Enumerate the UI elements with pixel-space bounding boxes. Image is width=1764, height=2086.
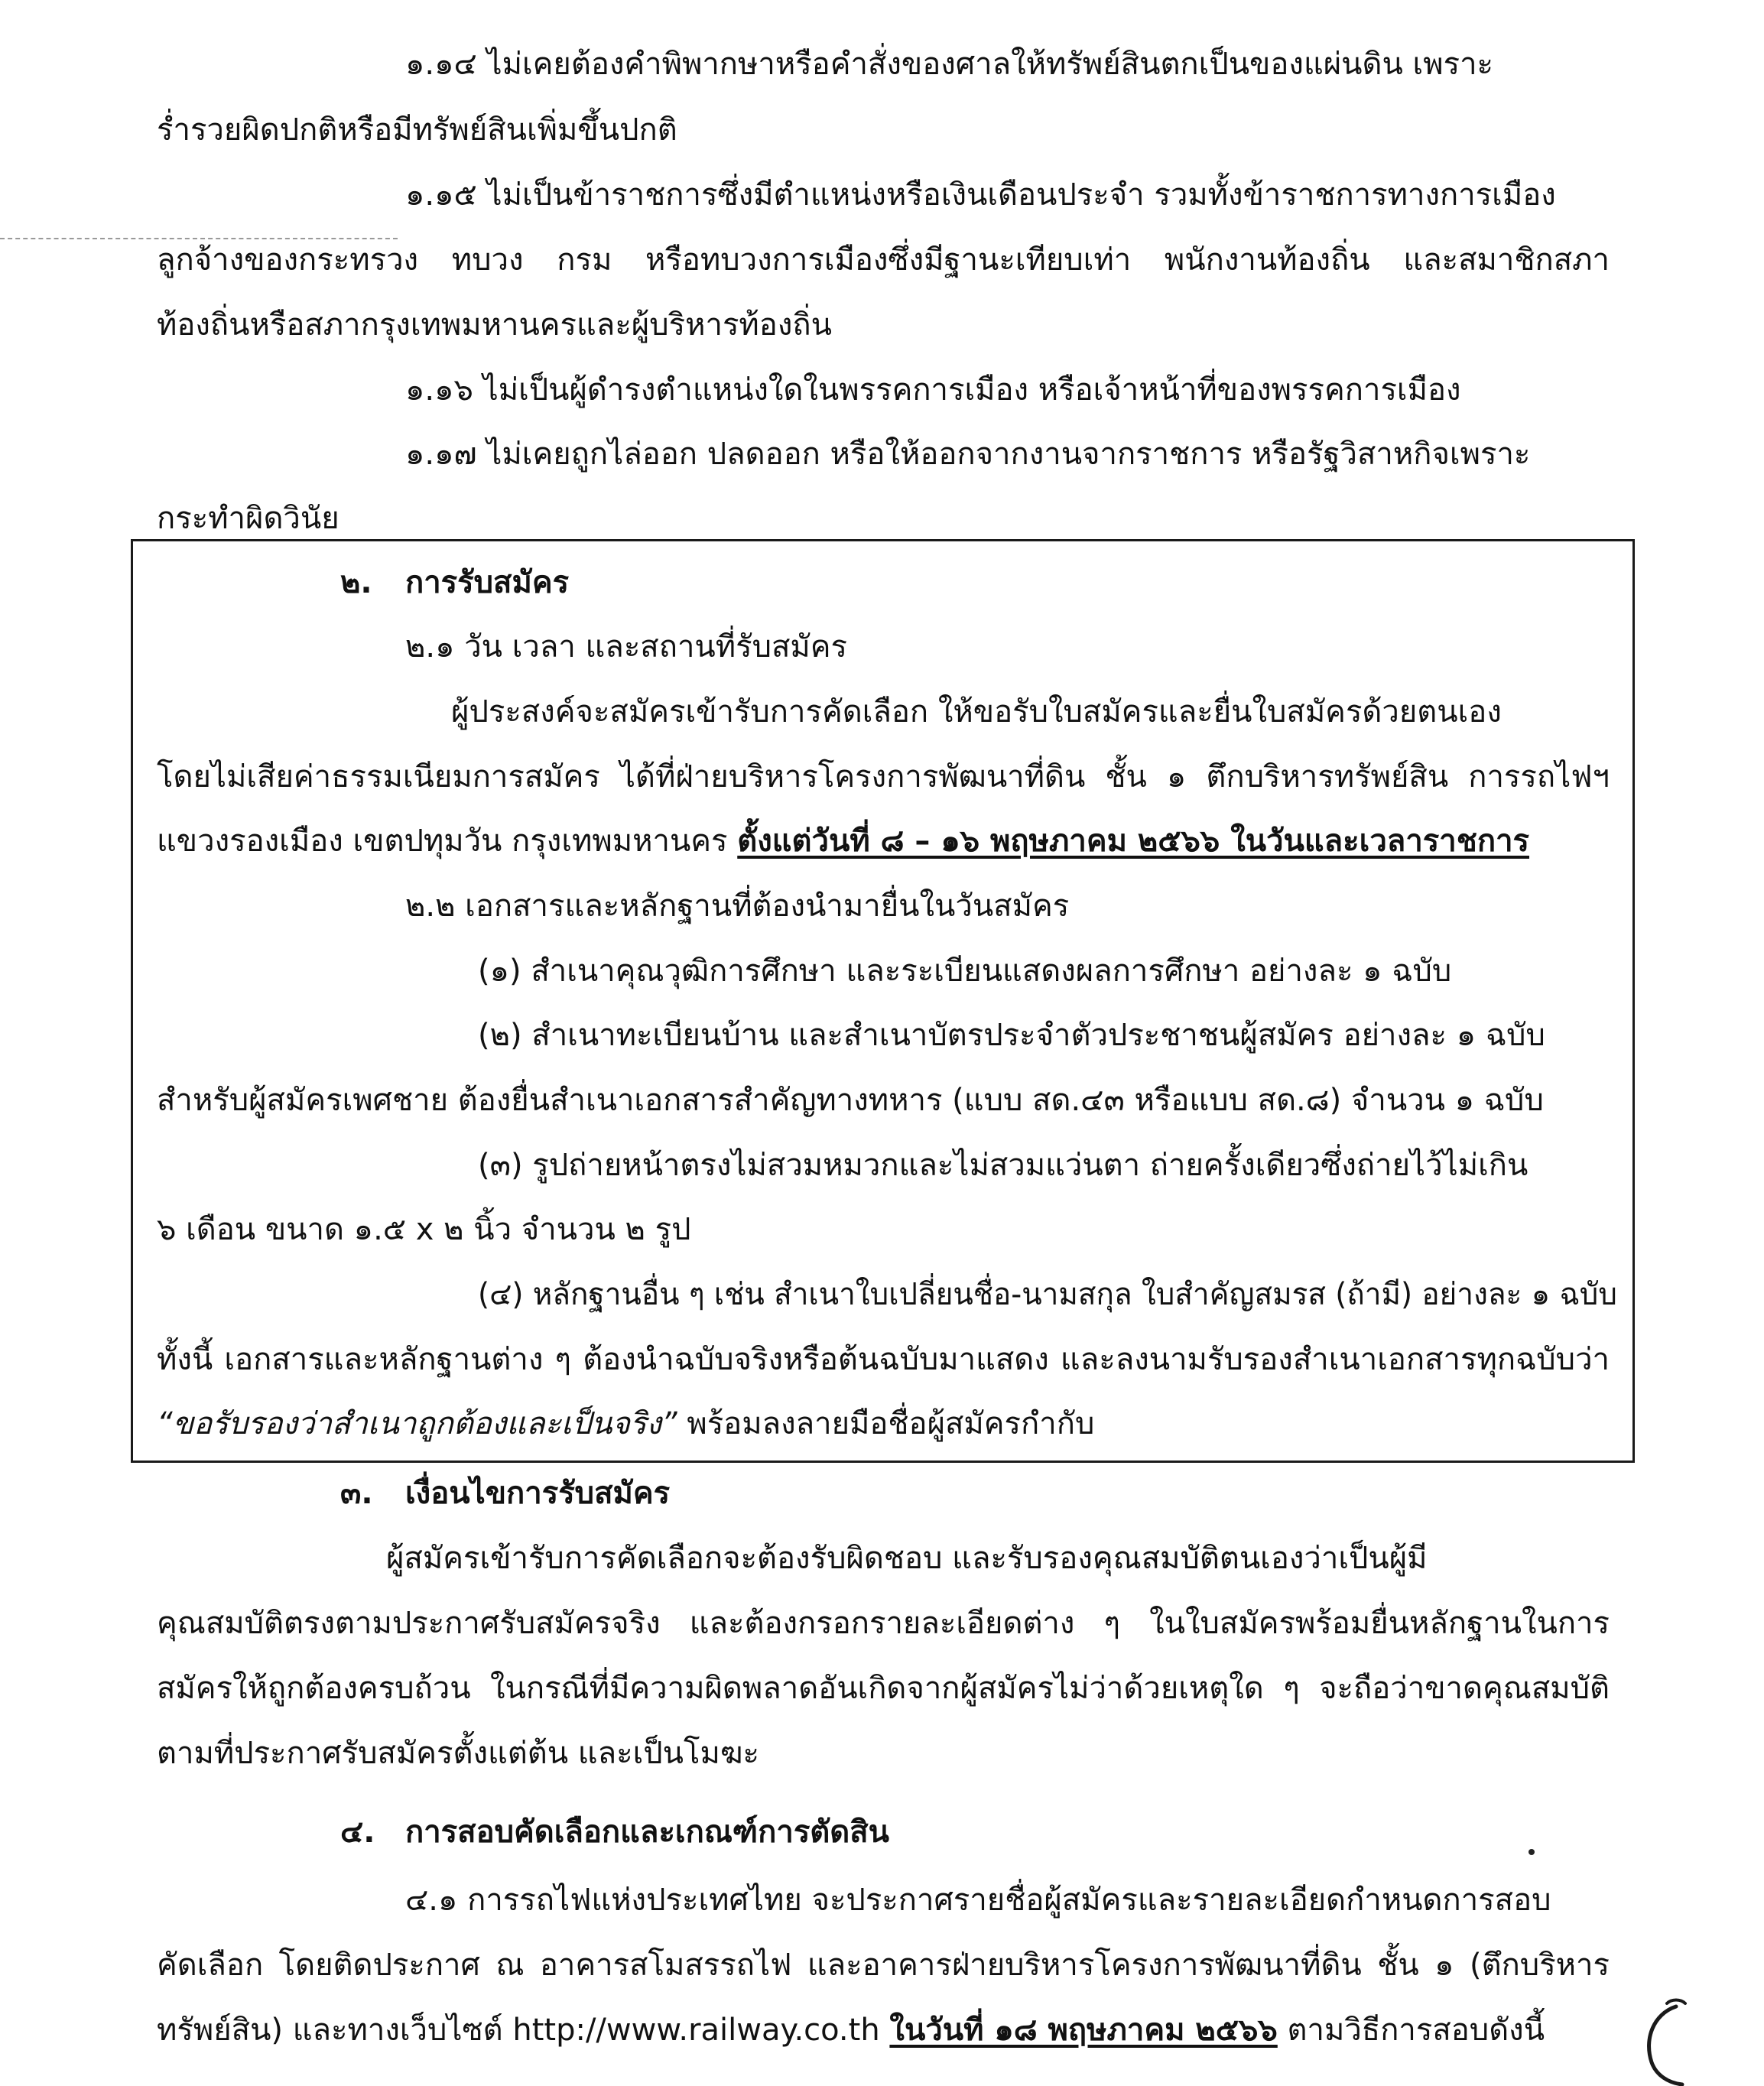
certification-phrase: “ขอรับรองว่าสำเนาถูกต้องและเป็นจริง” — [157, 1406, 677, 1441]
section-2-1-heading: ๒.๑ วัน เวลา และสถานที่รับสมัคร — [405, 629, 848, 664]
document-2-line-2: สำหรับผู้สมัครเพศชาย ต้องยื่นสำเนาเอกสารสำคัญทางทหาร (แบบ สด.๔๓ หรือแบบ สด.๘) จำนวน ๑ ฉบับ — [157, 1083, 1544, 1118]
section-2-number: ๒. — [340, 565, 372, 600]
section-4-1-line-3 — [157, 2009, 1545, 2052]
exam-method-lead-in: ตามวิธีการสอบดังนี้ — [1277, 2013, 1545, 2048]
section-2-1-line-3 — [157, 820, 1529, 863]
section-2-box — [131, 539, 1635, 1463]
section-2-1-line-1: ผู้ประสงค์จะสมัครเข้ารับการคัดเลือก ให้ขอรับใบสมัครและยื่นใบสมัครด้วยตนเอง — [451, 694, 1502, 729]
section-3-line-1: ผู้สมัครเข้ารับการคัดเลือกจะต้องรับผิดชอบ และรับรองคุณสมบัติตนเองว่าเป็นผู้มี — [386, 1541, 1428, 1576]
section-3-title: เงื่อนไขการรับสมัคร — [405, 1476, 671, 1511]
document-3-line-2: ๖ เดือน ขนาด ๑.๕ x ๒ นิ้ว จำนวน ๒ รูป — [157, 1212, 691, 1247]
application-period: ตั้งแต่วันที่ ๘ – ๑๖ พฤษภาคม ๒๕๖๖ ในวันและเวลาราชการ — [737, 824, 1530, 859]
document-4-line-1: (๔) หลักฐานอื่น ๆ เช่น สำเนาใบเปลี่ยนชื่อ-นามสกุล ใบสำคัญสมรส (ถ้ามี) อย่างละ ๑ ฉบับ — [478, 1277, 1617, 1312]
section-2-2-heading: ๒.๒ เอกสารและหลักฐานที่ต้องนำมายื่นในวันสมัคร — [405, 889, 1070, 924]
section-2-1-line-2: โดยไม่เสียค่าธรรมเนียมการสมัคร ได้ที่ฝ่ายบริหารโครงการพัฒนาที่ดิน ชั้น ๑ ตึกบริหารทรัพย์สิน การรถไฟฯ — [157, 759, 1610, 794]
item-1-15-line-1: ๑.๑๕ ไม่เป็นข้าราชการซึ่งมีตำแหน่งหรือเงินเดือนประจำ รวมทั้งข้าราชการทางการเมือง — [405, 177, 1556, 213]
section-2-1-location: แขวงรองเมือง เขตปทุมวัน กรุงเทพมหานคร — [157, 824, 738, 859]
item-1-16-line-1: ๑.๑๖ ไม่เป็นผู้ดำรงตำแหน่งใดในพรรคการเมือง หรือเจ้าหน้าที่ของพรรคการเมือง — [405, 372, 1461, 408]
documents-note-line-2 — [157, 1402, 1094, 1445]
website-reference: ทรัพย์สิน) และทางเว็บไซต์ http://www.railway.co.th — [157, 2013, 890, 2048]
item-1-14-line-1: ๑.๑๔ ไม่เคยต้องคำพิพากษาหรือคำสั่งของศาลให้ทรัพย์สินตกเป็นของแผ่นดิน เพราะ — [405, 47, 1494, 82]
section-3-line-4: ตามที่ประกาศรับสมัครตั้งแต่ต้น และเป็นโมฆะ — [157, 1736, 760, 1771]
section-2-title: การรับสมัคร — [405, 565, 570, 600]
item-1-17-line-2: กระทำผิดวินัย — [157, 501, 339, 536]
section-3-number: ๓. — [340, 1476, 373, 1511]
ink-dot-mark — [1528, 1849, 1535, 1855]
item-1-14-line-2: ร่ำรวยผิดปกติหรือมีทรัพย์สินเพิ่มขึ้นปกติ — [157, 112, 677, 148]
section-3-line-3: สมัครให้ถูกต้องครบถ้วน ในกรณีที่มีความผิดพลาดอันเกิดจากผู้สมัครไม่ว่าด้วยเหตุใด ๆ จะถือว่าขาดคุณสมบัติ — [157, 1671, 1610, 1706]
section-4-number: ๔. — [340, 1815, 375, 1850]
item-1-17-line-1: ๑.๑๗ ไม่เคยถูกไล่ออก ปลดออก หรือให้ออกจากงานจากราชการ หรือรัฐวิสาหกิจเพราะ — [405, 437, 1531, 472]
section-4-1-line-1: ๔.๑ การรถไฟแห่งประเทศไทย จะประกาศรายชื่อผู้สมัครและรายละเอียดกำหนดการสอบ — [405, 1883, 1551, 1918]
section-4-title: การสอบคัดเลือกและเกณฑ์การตัดสิน — [405, 1815, 890, 1850]
document-2-line-1: (๒) สำเนาทะเบียนบ้าน และสำเนาบัตรประจำตัวประชาชนผู้สมัคร อย่างละ ๑ ฉบับ — [478, 1018, 1545, 1053]
item-1-15-line-3: ท้องถิ่นหรือสภากรุงเทพมหานครและผู้บริหารท้องถิ่น — [157, 307, 832, 343]
section-4-1-line-2: คัดเลือก โดยติดประกาศ ณ อาคารสโมสรรถไฟ และอาคารฝ่ายบริหารโครงการพัฒนาที่ดิน ชั้น ๑ (ตึกบริหาร — [157, 1948, 1610, 1983]
signature-instruction: พร้อมลงลายมือชื่อผู้สมัครกำกับ — [677, 1406, 1095, 1441]
documents-note-line-1: ทั้งนี้ เอกสารและหลักฐานต่าง ๆ ต้องนำฉบับจริงหรือต้นฉบับมาแสดง และลงนามรับรองสำเนาเอกสารทุกฉบับว่า — [157, 1342, 1610, 1377]
document-3-line-1: (๓) รูปถ่ายหน้าตรงไม่สวมหมวกและไม่สวมแว่นตา ถ่ายครั้งเดียวซึ่งถ่ายไว้ไม่เกิน — [478, 1148, 1528, 1183]
announcement-date: ในวันที่ ๑๘ พฤษภาคม ๒๕๖๖ — [889, 2013, 1278, 2048]
section-3-line-2: คุณสมบัติตรงตามประกาศรับสมัครจริง และต้องกรอกรายละเอียดต่าง ๆ ในใบสมัครพร้อมยื่นหลักฐานในการ — [157, 1606, 1610, 1641]
document-1: (๑) สำเนาคุณวุฒิการศึกษา และระเบียนแสดงผลการศึกษา อย่างละ ๑ ฉบับ — [478, 954, 1452, 989]
item-1-15-line-2: ลูกจ้างของกระทรวง ทบวง กรม หรือทบวงการเมืองซึ่งมีฐานะเทียบเท่า พนักงานท้องถิ่น และสมาชิกสภา — [157, 242, 1610, 278]
handwritten-pen-mark — [1623, 1997, 1714, 2086]
